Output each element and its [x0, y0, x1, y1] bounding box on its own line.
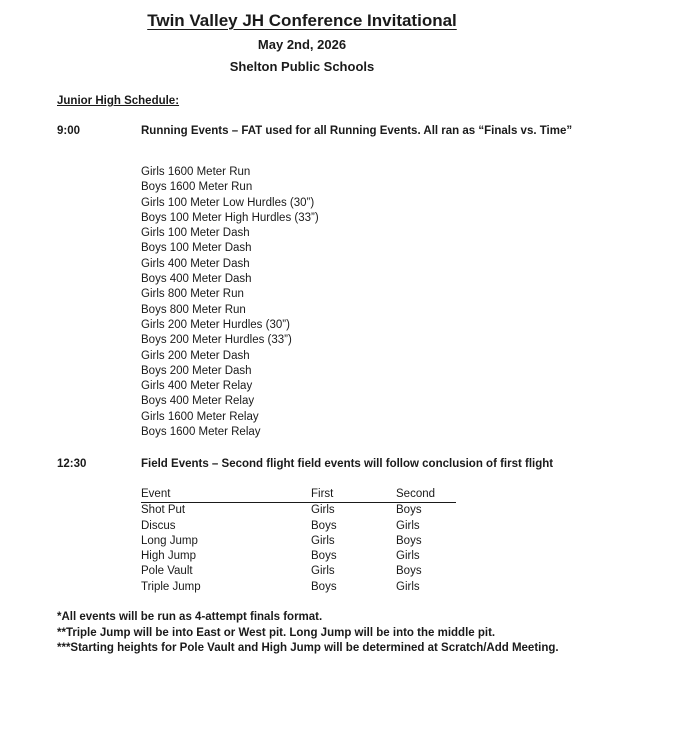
list-item: Boys 1600 Meter Run	[141, 181, 253, 194]
column-header-event: Event	[141, 487, 311, 503]
schedule-heading: Junior High Schedule:	[57, 95, 180, 107]
first-flight-cell: Girls	[311, 504, 335, 517]
field-events-table	[141, 487, 456, 595]
second-flight-cell: Girls	[396, 519, 420, 532]
table-header-row	[141, 487, 456, 503]
footnote: ***Starting heights for Pole Vault and High Jump will be determined at Scratch/Add Meeting.	[57, 642, 559, 654]
list-item: Girls 400 Meter Relay	[141, 380, 253, 393]
field-start-time: 12:30	[57, 458, 87, 470]
list-item: Girls 200 Meter Dash	[141, 349, 250, 362]
table-row	[141, 534, 456, 549]
field-events-title: Field Events – Second flight field events will follow conclusion of first flight	[141, 458, 554, 470]
table-row	[141, 580, 456, 595]
second-flight-cell: Boys	[396, 534, 422, 547]
first-flight-cell: Boys	[311, 580, 337, 593]
list-item: Girls 800 Meter Run	[141, 288, 244, 301]
second-flight-cell: Boys	[396, 504, 422, 517]
first-flight-cell: Girls	[311, 565, 335, 578]
event-cell: Shot Put	[141, 504, 186, 517]
list-item: Girls 1600 Meter Relay	[141, 410, 259, 423]
list-item: Girls 1600 Meter Run	[141, 166, 251, 178]
list-item: Girls 100 Meter Low Hurdles (30”)	[141, 196, 315, 209]
event-cell: Triple Jump	[141, 580, 201, 593]
table-row	[141, 503, 456, 519]
event-cell: Discus	[141, 519, 176, 532]
second-flight-cell: Girls	[396, 580, 420, 593]
list-item: Girls 400 Meter Dash	[141, 257, 250, 270]
footnotes	[57, 610, 559, 657]
list-item: Boys 200 Meter Dash	[141, 364, 252, 377]
list-item: Girls 100 Meter Dash	[141, 227, 250, 240]
list-item: Boys 400 Meter Dash	[141, 273, 252, 286]
running-events-list	[141, 165, 319, 440]
list-item: Boys 100 Meter High Hurdles (33”)	[141, 211, 319, 224]
first-flight-cell: Boys	[311, 519, 337, 532]
host-school: Shelton Public Schools	[229, 59, 375, 74]
footnote: *All events will be run as 4-attempt finals format.	[57, 611, 323, 623]
first-flight-cell: Girls	[311, 534, 335, 547]
list-item: Girls 200 Meter Hurdles (30”)	[141, 318, 290, 331]
column-header-second: Second	[396, 487, 456, 503]
running-events-title: Running Events – FAT used for all Running Events. All ran as “Finals vs. Time”	[141, 125, 573, 137]
table-row	[141, 549, 456, 564]
running-start-time: 9:00	[57, 125, 81, 137]
event-cell: Long Jump	[141, 534, 198, 547]
first-flight-cell: Boys	[311, 550, 337, 563]
list-item: Boys 100 Meter Dash	[141, 242, 252, 255]
meet-date: May 2nd, 2026	[257, 37, 347, 52]
list-item: Boys 200 Meter Hurdles (33”)	[141, 334, 292, 347]
footnote: **Triple Jump will be into East or West pit. Long Jump will be into the middle pit.	[57, 626, 496, 639]
document-title: Twin Valley JH Conference Invitational	[147, 11, 457, 30]
event-cell: Pole Vault	[141, 565, 193, 578]
second-flight-cell: Girls	[396, 550, 420, 563]
table-row	[141, 564, 456, 579]
list-item: Boys 400 Meter Relay	[141, 395, 255, 408]
event-cell: High Jump	[141, 550, 196, 563]
list-item: Boys 1600 Meter Relay	[141, 426, 261, 439]
column-header-first: First	[311, 487, 396, 503]
table-row	[141, 519, 456, 534]
second-flight-cell: Boys	[396, 565, 422, 578]
list-item: Boys 800 Meter Run	[141, 303, 246, 316]
